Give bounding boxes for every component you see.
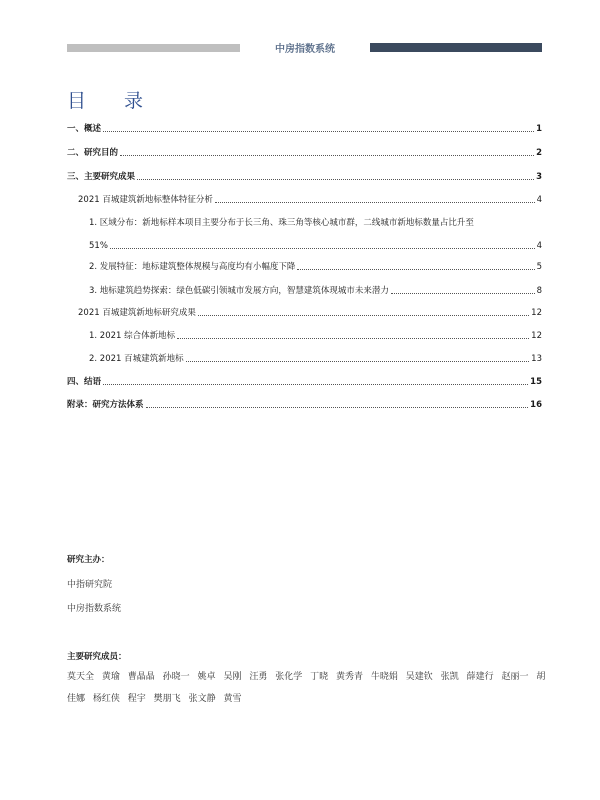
- member-name: 张化学: [275, 672, 303, 682]
- toc-entry-label: 三、主要研究成果: [67, 172, 136, 182]
- toc-entry-label: 51%: [89, 241, 108, 251]
- toc-entry[interactable]: [89, 215, 542, 229]
- member-name: 张文静: [188, 694, 216, 704]
- toc-entry-page: 12: [531, 331, 542, 341]
- member-name: 黄瑜: [101, 672, 120, 682]
- sponsors-label: 研究主办：: [67, 555, 110, 565]
- member-name: 孙晓一: [162, 672, 190, 682]
- toc-leader: [110, 247, 535, 249]
- toc-leader: [215, 201, 535, 203]
- toc-entry[interactable]: [89, 328, 542, 342]
- member-name: 赵丽一: [501, 672, 529, 682]
- members-list: [67, 666, 547, 710]
- toc-entry-label: 2. 2021 百城建筑新地标: [89, 354, 184, 364]
- member-name: 程宇: [127, 694, 146, 704]
- member-name: 丁晓: [310, 672, 329, 682]
- header-bar-left: [67, 44, 240, 52]
- member-name: 牛晓娟: [370, 672, 398, 682]
- toc-entry[interactable]: [89, 238, 542, 252]
- member-name: 张凯: [440, 672, 459, 682]
- toc-entry-label: 四、结语: [67, 377, 102, 387]
- toc-entry-page: 12: [531, 308, 542, 318]
- toc-entry[interactable]: [89, 283, 542, 297]
- toc-leader: [103, 130, 534, 132]
- toc-entry-page: 5: [536, 262, 542, 272]
- toc-heading: 目 录: [67, 90, 160, 112]
- toc-leader: [137, 178, 534, 180]
- toc-entry[interactable]: [67, 374, 542, 388]
- toc-entry-label: 2021 百城建筑新地标整体特征分析: [78, 195, 213, 205]
- toc-entry-label: 1. 区域分布：新地标样本项目主要分布于长三角、珠三角等核心城市群，二线城市新地标数量占比升至: [89, 218, 474, 228]
- toc-entry-page: 4: [536, 241, 542, 251]
- toc-entry[interactable]: [89, 259, 542, 273]
- members-label: 主要研究成员：: [67, 652, 127, 662]
- toc-entry[interactable]: [89, 351, 542, 365]
- member-name: 莫天全: [67, 672, 95, 682]
- toc-entry[interactable]: [78, 192, 542, 206]
- member-name: 胡佳娜: [67, 672, 546, 704]
- toc-entry[interactable]: [67, 169, 542, 183]
- toc-entry-page: 8: [536, 286, 542, 296]
- toc-entry[interactable]: [67, 121, 542, 135]
- toc-entry-page: 16: [530, 400, 542, 410]
- toc-entry-label: 3. 地标建筑趋势探索：绿色低碳引领城市发展方向，智慧建筑体现城市未来潜力: [89, 286, 389, 296]
- toc-entry-label: 1. 2021 综合体新地标: [89, 331, 176, 341]
- member-name: 姚卓: [197, 672, 216, 682]
- member-name: 曹晶晶: [127, 672, 155, 682]
- toc-leader: [146, 406, 529, 408]
- toc-entry-label: 2. 发展特征：地标建筑整体规模与高度均有小幅度下降: [89, 262, 296, 272]
- header-title: 中房指数系统: [275, 44, 335, 55]
- toc-leader: [177, 337, 529, 339]
- toc-entry-page: 13: [531, 354, 542, 364]
- toc-entry-page: 1: [536, 124, 542, 134]
- toc-entry-label: 附录：研究方法体系: [67, 400, 144, 410]
- toc-entry-label: 一、概述: [67, 124, 102, 134]
- member-name: 杨红侠: [92, 694, 120, 704]
- toc-entry-page: 15: [530, 377, 542, 387]
- toc-leader: [198, 314, 529, 316]
- toc-entry-label: 二、研究目的: [67, 148, 119, 158]
- member-name: 黄雪: [223, 694, 242, 704]
- toc-entry-page: 2: [536, 148, 542, 158]
- member-name: 樊朋飞: [153, 694, 181, 704]
- toc-entry[interactable]: [67, 397, 542, 411]
- member-name: 薛建行: [466, 672, 494, 682]
- toc-entry-page: 3: [536, 172, 542, 182]
- toc-leader: [103, 383, 528, 385]
- toc-entry[interactable]: [67, 145, 542, 159]
- member-name: 吴建钦: [405, 672, 433, 682]
- toc-leader: [120, 154, 534, 156]
- toc-leader: [186, 360, 530, 362]
- header-bar-right: [370, 43, 542, 52]
- sponsor-item: 中房指数系统: [67, 604, 122, 614]
- sponsor-item: 中指研究院: [67, 580, 113, 590]
- toc-entry[interactable]: [78, 305, 542, 319]
- member-name: 吴刚: [223, 672, 242, 682]
- toc-leader: [391, 292, 535, 294]
- toc-entry-label: 2021 百城建筑新地标研究成果: [78, 308, 196, 318]
- member-name: 汪勇: [249, 672, 268, 682]
- toc-entry-page: 4: [536, 195, 542, 205]
- toc-leader: [297, 268, 534, 270]
- member-name: 黄秀青: [336, 672, 364, 682]
